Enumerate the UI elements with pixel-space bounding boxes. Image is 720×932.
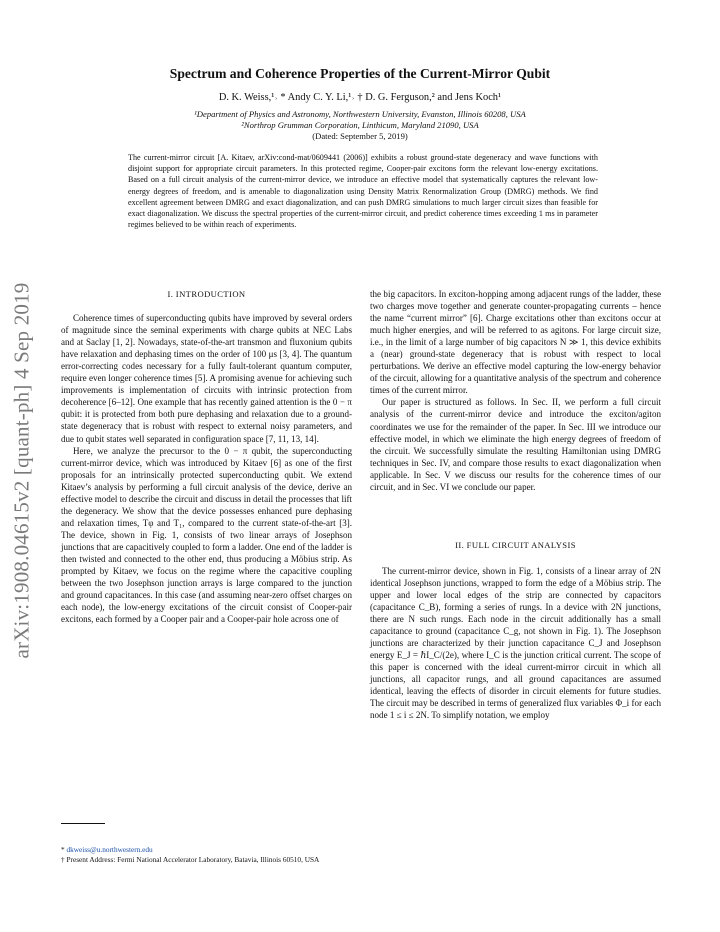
arxiv-identifier-sidebar [2,260,42,680]
affiliation-northrop: ²Northrop Grumman Corporation, Linthicum, Maryland 21090, USA [241,120,479,130]
circuit-analysis-paragraph-1: The current-mirror device, shown in Fig. 1, consists of a linear array of 2N identical Josephson junctions, wrapped to form the edge of a Möbius strip. The upper and lower local edges of the strip are connected by capacitors (capacitance C_B), forming a series of rungs. In a device with 2N junctions, there are N such rungs. Each node in the circuit additionally has a small capacitance to ground (capacitance C_g, not shown in Fig. 1). The Josephson junctions are characterized by their junction capacitance C_J and Josephson energy E_J = ℏI_C/(2e), where I_C is the junction critical current. The scope of this paper is concerned with the ideal current-mirror circuit in which all junctions, all capacitor rungs, and all ground capacitances are assumed identical, leaving the effects of disorder in circuit elements for future studies. The circuit may be described in terms of generalized flux variables Φ_i for each node 1 ≤ i ≤ 2N. To simplify notation, we employ [370,565,661,721]
intro-paragraph-4: Our paper is structured as follows. In Sec. II, we perform a full circuit analysis of the current-mirror device and introduce the exciton/agiton coordinates we use for the remainder of the paper. In Sec. III we introduce our effective model, in which we eliminate the high energy degrees of freedom of the circuit. We successfully simulate the resulting Hamiltonian using DMRG techniques in Sec. IV, and compare those results to exact diagonalization when applicable. In Sec. V we discuss our results for the coherence times of our circuit, and in Sec. VI we conclude our paper. [370,397,661,492]
footnote-rule [61,823,105,824]
intro-paragraph-3: the big capacitors. In exciton-hopping among adjacent rungs of the ladder, these two charges move together and generate counter-propagating currents – hence the name “current mirror” [6]. Charge excitations other than excitons occur at much higher energies, and will be referred to as agitons. For large circuit size, i.e., in the limit of a large number of big capacitors N ≫ 1, this device exhibits a (near) ground-state degeneracy that is robust with respect to local perturbations. We derive an effective model capturing the low-energy behavior of the circuit, allowing for a quantitative analysis of the spectrum and coherence times of the current mirror. [370,289,661,396]
section-heading-introduction: I. INTRODUCTION [167,289,246,299]
date-line: (Dated: September 5, 2019) [312,131,408,141]
intro-paragraph-2: Here, we analyze the precursor to the 0 − π qubit, the superconducting current-mirror device, which was introduced by Kitaev [6] as one of the first proposals for an intrinsically protected superconducting qubit. We extend Kitaev’s analysis by performing a full circuit analysis of the device, derive an effective model to describe the circuit and discuss in detail the processes that lift the degeneracy. We show that the device possesses enhanced pure dephasing and relaxation times, Tφ and T₁, compared to the current state-of-the-art [3]. The device, shown in Fig. 1, consists of two linear arrays of Josephson junctions that are capacitively coupled to form a ladder. One end of the ladder is then twisted and connected to the other end, thus producing a Möbius strip. As prompted by Kitaev, we focus on the regime where the capacitive coupling between the two Josephson junction arrays is large compared to the junction and ground capacitances. In this case (and assuming near-zero offset charges on each node), the low-energy excitations of the circuit consist of Cooper-pair excitons, each formed by a Cooper pair and a Cooper-pair hole across one of [61,445,352,625]
abstract: The current-mirror circuit [A. Kitaev, arXiv:cond-mat/0609441 (2006)] exhibits a robust ground-state degeneracy and wave functions with disjoint support for appropriate circuit parameters. In this protected regime, Cooper-pair excitons form the relevant low-energy excitations. Based on a full circuit analysis of the current-mirror device, we introduce an effective model that systematically captures the relevant low-energy degrees of freedom, and is amenable to diagonalization using Density Matrix Renormalization Group (DMRG) methods. We find excellent agreement between DMRG and exact diagonalization, and can push DMRG simulations to much larger circuit sizes than feasible for exact diagonalization. We discuss the spectral properties of the current-mirror circuit, and predict coherence times exceeding 1 ms in parameter regimes believed to be within reach of experiments. [128,153,598,230]
author-list: D. K. Weiss,¹˒ * Andy C. Y. Li,¹˒ † D. G. Ferguson,² and Jens Koch¹ [218,92,502,103]
right-column [370,288,661,721]
footnote-address-text: Present Address: Fermi National Accelerator Laboratory, Batavia, Illinois 60510, USA [66,854,320,864]
intro-paragraph-1: Coherence times of superconducting qubits have improved by several orders of magnitude since the seminal experiments with charge qubits at NEC Labs and at Saclay [1, 2]. Nowadays, state-of-the-art transmon and fluxonium qubits have relaxation and dephasing times on the order of 100 μs [3, 4]. The quantum error-correcting codes necessary for a fully fault-tolerant quantum computer, require even longer coherence times [5]. A promising avenue for achieving such improvements is implementation of circuits with intrinsic protection from decoherence [6–12]. One example that has recently gained attention is the 0 − π qubit: it is protected from both pure dephasing and relaxation due to a ground-state degeneracy that is robust with respect to external noisy parameters, and due to qubit states well separated in configuration space [7, 11, 13, 14]. [61,313,352,444]
footnote-present-address [61,855,352,865]
footnote-mark-asterisk: * [61,845,65,854]
footnote-email [61,845,352,855]
affiliation-northwestern: ¹Department of Physics and Astronomy, Northwestern University, Evanston, Illinois 60208, USA [194,109,526,119]
footnote-mark-dagger: † [61,854,65,864]
left-column [61,288,352,625]
arxiv-identifier: arXiv:1908.04615v2 [quant-ph] 4 Sep 2019 [9,281,34,659]
section-heading-full-circuit-analysis: II. FULL CIRCUIT ANALYSIS [455,539,576,550]
email-link[interactable]: dkweiss@u.northwestern.edu [66,845,153,854]
footnotes [61,845,352,864]
paper-title: Spectrum and Coherence Properties of the Current-Mirror Qubit [169,66,551,81]
